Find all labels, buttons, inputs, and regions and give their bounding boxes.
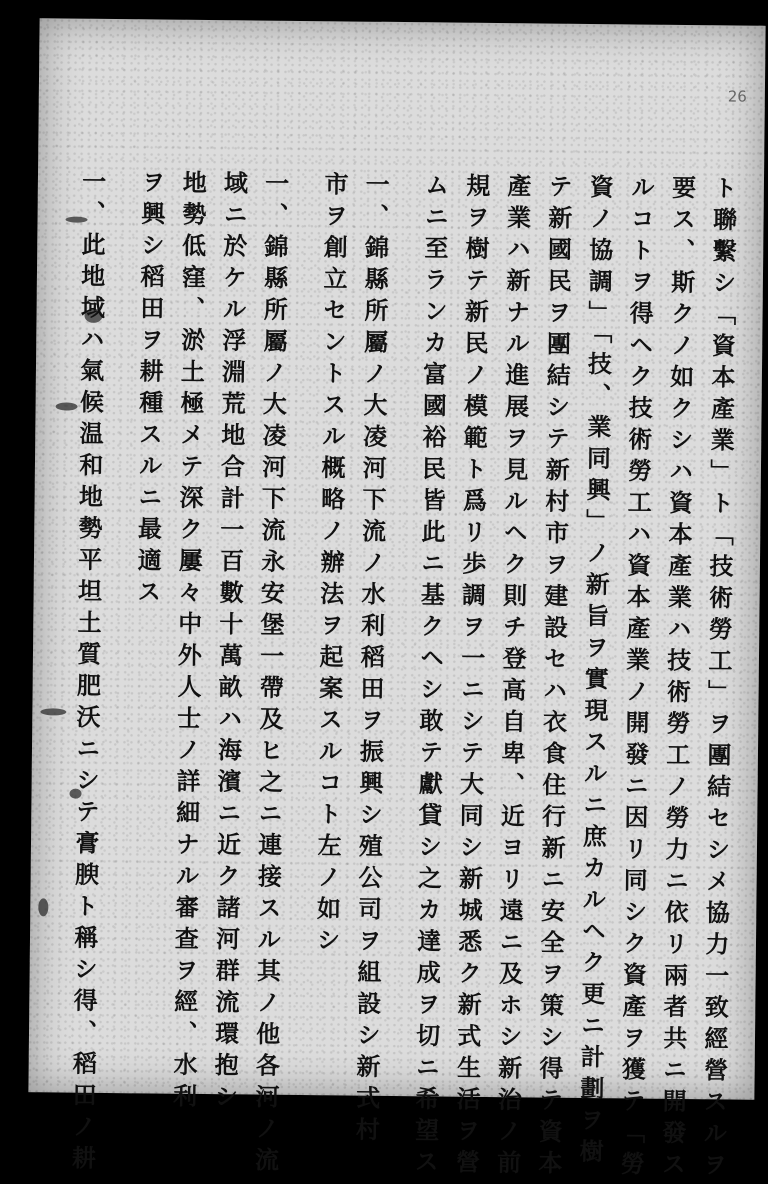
text-column: 域ニ於ケル浮淵荒地合計一百數十萬畝ハ海濱ニ近ク諸河群流環抱シ <box>209 170 249 1116</box>
text-column: 資ノ協調」「技、業同興」ノ新旨ヲ實現スルニ庶カルヘク更ニ計劃ヲ樹 <box>575 173 615 1171</box>
text-column: テ新國民ヲ團結シテ新村市ヲ建設セハ衣食住行新ニ安全ヲ策シ得テ資本 <box>533 173 574 1182</box>
text-column: ト聯繫シ「資本產業」ト「技術勞工」ヲ團結セシメ協力一致經營スルヲ <box>698 175 739 1184</box>
ink-smudge <box>38 898 48 916</box>
text-column: ムニ至ランカ富國裕民皆此ニ基クヘシ敢テ獻貸シ之カ達成ヲ切ニ希望ス <box>410 172 450 1181</box>
text-column: 要ス、斯クノ如クシハ資本產業ハ技術勞工ノ勞力ニ依リ兩者共ニ開發ス <box>657 174 697 1184</box>
document-page <box>28 18 765 1184</box>
column-spacer <box>108 169 127 1069</box>
text-column: 一、錦縣所屬ノ大凌河下流永安堡一帶及ヒ之ニ連接スル其ノ他各河ノ流 <box>250 170 290 1179</box>
text-column: 一、錦縣所屬ノ大凌河下流ノ水利稻田ヲ振興シ殖公司ヲ組設シ新式村 <box>351 171 391 1149</box>
text-column: 規ヲ樹テ新民ノ模範ト爲リ歩調ヲ一ニシテ大同シ新城悉ク新式生活ヲ營 <box>451 172 491 1181</box>
text-column: 市ヲ創立セントスル概略ノ辦法ヲ起案スルコト左ノ如シ <box>311 171 350 959</box>
text-column: ヲ興シ稻田ヲ耕種スルニ最適ス <box>132 169 167 611</box>
text-column: 產業ハ新ナル進展ヲ見ルヘク則チ登高自卑、近ヨリ遠ニ及ホシ新治ノ前 <box>492 173 533 1182</box>
column-spacer <box>391 172 410 1072</box>
text-column: ルコトヲ得ヘク技術勞工ハ資本產業ノ開發ニ因リ同シク資產ヲ獲テ「勞 <box>616 174 656 1183</box>
text-column: 地勢低窪、淤土極メテ深ク屢々中外人士ノ詳細ナル審查ヲ經、水利 <box>168 169 208 1115</box>
page-number: 26 <box>727 87 747 106</box>
column-spacer <box>291 171 310 1071</box>
vertical-text-block <box>66 168 740 1184</box>
ink-smudge <box>40 708 66 715</box>
text-column: 一、此地域ハ氣候温和地勢平坦土質肥沃ニシテ膏腴ト稱シ得、稻田ノ耕 <box>67 168 107 1177</box>
